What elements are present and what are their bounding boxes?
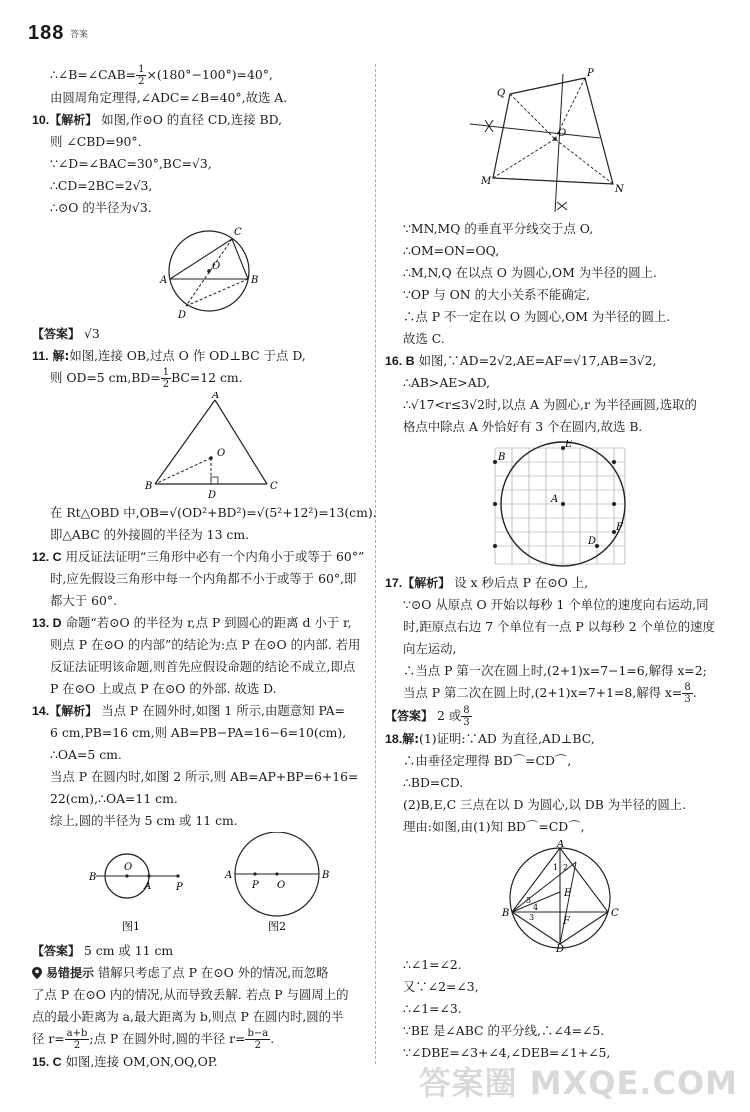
text-line: 径 r= $\frac{a+b}{2}$ ;点 P 在圆外时,圆的半径 r= $\frac{b-a}{2}$ . xyxy=(32,1028,275,1051)
label-P: P xyxy=(587,68,594,79)
text-line: 理由:如图,由(1)知 BD⌒=CD⌒, xyxy=(403,819,585,834)
fraction: $\frac{1}{2}$ xyxy=(138,64,145,87)
label-P: P xyxy=(176,882,183,893)
angle-4: 4 xyxy=(533,903,539,912)
text-line: ∴由垂径定理得 BD⌒=CD⌒, xyxy=(403,753,572,768)
label-A: A xyxy=(225,870,233,881)
question-10: 10.【解析】 如图,作⊙O 的直径 CD,连接 BD, xyxy=(32,112,283,127)
label-C: C xyxy=(270,481,278,492)
label-B: B xyxy=(502,908,510,919)
angle-3: 3 xyxy=(529,913,535,922)
text-line: 点的最小距离为 a,最大距离为 b,则点 P 在圆内时,圆的半 xyxy=(32,1009,344,1024)
fraction: $\frac{8}{3}$ xyxy=(684,682,691,705)
answer-q10: 【答案】 √3 xyxy=(32,326,100,341)
question-18: 18.解:(1)证明:∵AD 为直径,AD⊥BC, xyxy=(385,731,595,746)
watermark-logo: 答案圈 MXQE.COM xyxy=(418,1064,738,1102)
text-line: 在 Rt△OBD 中,OB=√(OD²+BD²)=√(5²+12²)=13(cm). xyxy=(50,505,377,520)
text-line: 格点中除点 A 外恰好有 3 个在圆内,故选 B. xyxy=(403,419,643,434)
text-line: 则 ∠CBD=90°. xyxy=(50,134,142,149)
text-line: 则 OD=5 cm,BD= $\frac{1}{2}$ BC=12 cm. xyxy=(50,367,243,390)
label-A: A xyxy=(551,494,559,505)
text-line: ∵∠DBE=∠3+∠4,∠DEB=∠1+∠5, xyxy=(403,1045,611,1060)
text-line: 又∵∠2=∠3, xyxy=(403,979,479,994)
text-line: (2)B,E,C 三点在以 D 为圆心,以 DB 为半径的圆上. xyxy=(403,797,687,812)
label-A: A xyxy=(212,392,220,401)
question-15: 15. C 如图,连接 OM,ON,OQ,OP. xyxy=(32,1054,218,1069)
question-13: 13. D 命题“若⊙O 的半径为 r,点 P 到圆心的距离 d 小于 r, xyxy=(32,615,352,630)
text-line: 则点 P 在⊙O 的内部”的结论为:点 P 在⊙O 的内部. 若用 xyxy=(50,637,361,652)
text-line: ∴M,N,Q 在以点 O 为圆心,OM 为半径的圆上. xyxy=(403,265,657,280)
text-line: ∴∠1=∠3. xyxy=(403,1001,462,1016)
label-C: C xyxy=(234,227,242,238)
text-line: ∵⊙O 从原点 O 开始以每秒 1 个单位的速度向右运动,同 xyxy=(403,597,709,612)
caption: 图1 xyxy=(122,920,140,933)
label-O: O xyxy=(217,448,226,459)
figure-q15-quadrilateral xyxy=(455,66,645,216)
fraction: $\frac{a+b}{2}$ xyxy=(66,1028,88,1051)
answer-q14: 【答案】 5 cm 或 11 cm xyxy=(32,943,174,958)
text-line: 当点 P 在圆内时,如图 2 所示,则 AB=AP+BP=6+16= xyxy=(50,769,359,784)
question-17: 17.【解析】 设 x 秒后点 P 在⊙O 上, xyxy=(385,575,589,590)
label-B: B xyxy=(498,452,506,463)
text-line: 时,距原点右边 7 个单位有一点 P 以每秒 2 个单位的速度 xyxy=(403,619,715,634)
label-O: O xyxy=(277,880,286,891)
label-N: N xyxy=(615,184,624,195)
question-16: 16. B 如图,∵AD=2√2,AE=AF=√17,AB=3√2, xyxy=(385,353,657,368)
text-line: 当点 P 第二次在圆上时,(2+1)x=7+1=8,解得 x= $\frac{8}{3}$ . xyxy=(403,682,697,705)
figure-q18-circle xyxy=(500,840,630,952)
text-line: ∴BD=CD. xyxy=(403,775,464,790)
label-M: M xyxy=(481,176,492,187)
text-line: 6 cm,PB=16 cm,则 AB=PB−PA=16−6=10(cm), xyxy=(50,725,347,740)
text-line: ∵∠D=∠BAC=30°,BC=√3, xyxy=(50,156,212,171)
angle-1: 1 xyxy=(553,863,559,872)
label-A: A xyxy=(557,840,565,850)
text-line: ∴⊙O 的半径为√3. xyxy=(50,200,152,215)
question-12: 12. C 用反证法证明“三角形中必有一个内角小于或等于 60°” xyxy=(32,549,365,564)
label-Q: Q xyxy=(497,88,506,99)
label-O: O xyxy=(212,261,221,272)
figure-q11-triangle xyxy=(137,392,287,500)
label-D: D xyxy=(588,536,597,547)
text-line: ∴点 P 不一定在以 O 为圆心,OM 为半径的圆上. xyxy=(403,309,671,324)
question-11: 11. 解:如图,连接 OB,过点 O 作 OD⊥BC 于点 D, xyxy=(32,348,306,363)
label-D: D xyxy=(178,310,187,321)
angle-2: 2 xyxy=(563,863,569,872)
label-C: C xyxy=(611,908,619,919)
label-B: B xyxy=(89,872,97,883)
fraction: $\frac{8}{3}$ xyxy=(463,705,470,728)
label-B: B xyxy=(145,481,153,492)
right-column xyxy=(385,64,720,1064)
text-line: ∴当点 P 第一次在圆上时,(2+1)x=7−1=6,解得 x=2; xyxy=(403,663,707,678)
question-14: 14.【解析】 当点 P 在圆外时,如图 1 所示,由题意知 PA= xyxy=(32,703,345,718)
text-line: P 在⊙O 上或点 P 在⊙O 的外部. 故选 D. xyxy=(50,681,277,696)
text-line: 综上,圆的半径为 5 cm 或 11 cm. xyxy=(50,813,238,828)
text-line: 都大于 60°. xyxy=(50,593,118,608)
label-E: E xyxy=(565,440,573,450)
angle-5: 5 xyxy=(526,896,532,905)
figures-q14 xyxy=(32,832,367,940)
text-line: 反证法证明该命题,则首先应假设命题的结论不成立,即点 xyxy=(50,659,356,674)
text-line: 时,应先假设三角形中每一个内角都不小于或等于 60°,即 xyxy=(50,571,357,586)
answer-q17: 【答案】 2 或 $\frac{8}{3}$ xyxy=(385,705,470,728)
text-line: ∴√17<r≤3√2时,以点 A 为圆心,r 为半径画圆,选取的 xyxy=(403,397,697,412)
text-line: ∴∠1=∠2. xyxy=(403,957,462,972)
text-line: ∴OM=ON=OQ, xyxy=(403,243,500,258)
label-F: F xyxy=(563,916,570,927)
caption: 图2 xyxy=(268,920,286,933)
text-line: ∵OP 与 ON 的大小关系不能确定, xyxy=(403,287,591,302)
figure-q16-grid xyxy=(485,440,635,570)
fraction: $\frac{b-a}{2}$ xyxy=(247,1028,269,1051)
text-line: 故选 C. xyxy=(403,331,445,346)
figure-q10-circle xyxy=(152,221,272,321)
text-line: 即△ABC 的外接圆的半径为 13 cm. xyxy=(50,527,250,542)
location-pin-icon xyxy=(32,967,42,979)
text-line: ∴AB>AE>AD, xyxy=(403,375,491,390)
label-F: F xyxy=(616,522,623,533)
text-line: 22(cm),∴OA=11 cm. xyxy=(50,791,178,806)
page-number: 188 xyxy=(28,22,65,44)
label-A: A xyxy=(160,275,168,286)
text-line: 由圆周角定理得,∠ADC=∠B=40°,故选 A. xyxy=(50,90,288,105)
label-O: O xyxy=(558,128,567,139)
figure-q14-2 xyxy=(222,832,342,940)
label-E: E xyxy=(564,888,572,899)
label-D: D xyxy=(208,490,217,500)
left-column xyxy=(32,64,377,1073)
text-line: ∵BE 是∠ABC 的平分线,∴∠4=∠5. xyxy=(403,1023,605,1038)
label-A: A xyxy=(144,881,152,892)
figure-q14-1 xyxy=(82,832,202,940)
label-B: B xyxy=(322,870,330,881)
label-P: P xyxy=(252,880,259,891)
fraction: $\frac{1}{2}$ xyxy=(162,367,170,390)
page-subtitle: 答案 xyxy=(70,30,89,40)
label-O: O xyxy=(124,862,133,873)
column-divider xyxy=(375,64,376,1064)
text-line: 向左运动, xyxy=(403,641,457,656)
text-line: ∴∠B=∠CAB= $\frac{1}{2}$ ×(180°−100°)=40°, xyxy=(50,64,273,87)
text-line: ∴CD=2BC=2√3, xyxy=(50,178,153,193)
text-line: ∵MN,MQ 的垂直平分线交于点 O, xyxy=(403,221,594,236)
text-line: 了点 P 在⊙O 内的情况,从而导致丢解. 若点 P 与圆周上的 xyxy=(32,987,349,1002)
tip-box: 易错提示 错解只考虑了点 P 在⊙O 外的情况,而忽略 xyxy=(32,962,367,984)
text-line: ∴OA=5 cm. xyxy=(50,747,122,762)
label-D: D xyxy=(556,944,565,952)
label-B: B xyxy=(251,275,259,286)
